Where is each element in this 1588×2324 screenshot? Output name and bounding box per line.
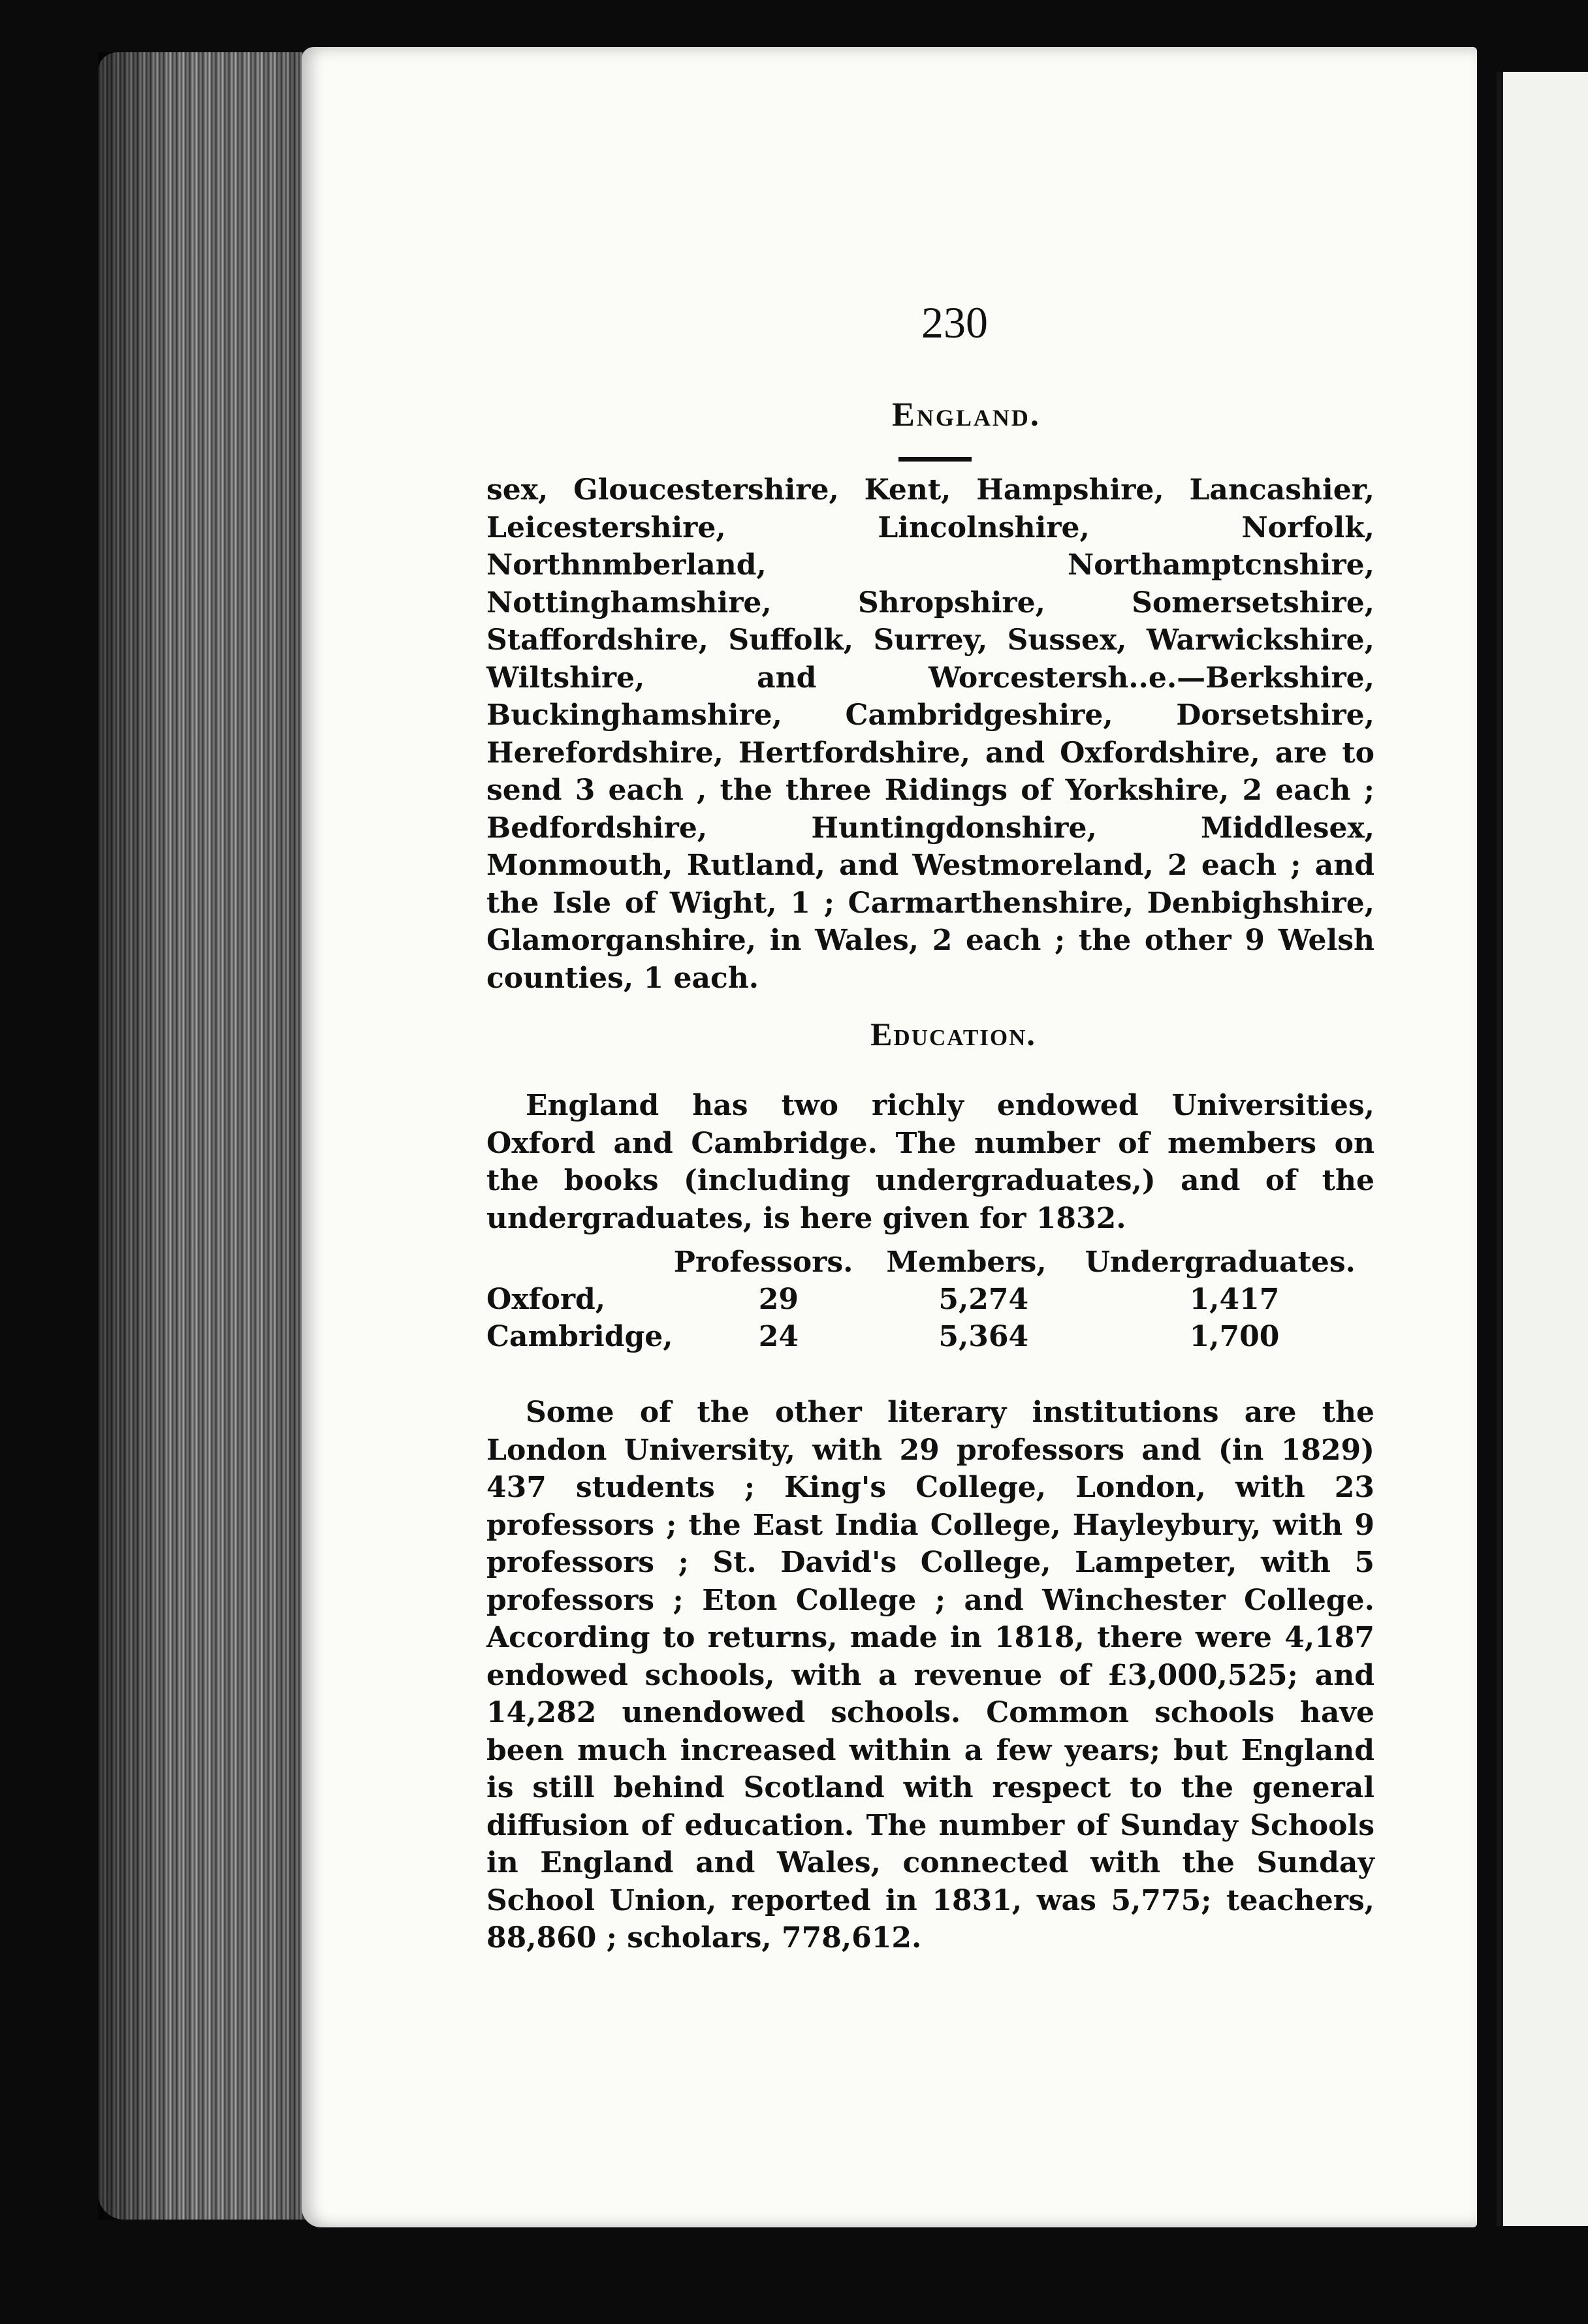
table-cell: 29: [758, 1283, 799, 1316]
page-number: 230: [921, 298, 988, 347]
table-cell: Cambridge,: [486, 1320, 673, 1353]
table-header-cell: Professors.: [673, 1246, 853, 1279]
table-cell: 5,364: [938, 1320, 1029, 1353]
running-head: England.: [892, 396, 1041, 433]
education-intro-paragraph: England has two richly endowed Universities, Oxford and Cambridge. The number of members on the books (including undergraduates,) and of the undergraduates, is here given for 1832.: [486, 1089, 1374, 1235]
table-header-row: [486, 1244, 1374, 1281]
section-heading: Education.: [870, 1016, 1036, 1052]
table-cell: 24: [758, 1320, 799, 1353]
table-row: [486, 1281, 1374, 1318]
table-row: [486, 1318, 1374, 1355]
continued-paragraph: sex, Gloucestershire, Kent, Hampshire, Lancashier, Leicestershire, Lincolnshire, Norfolk, Northnmberland, Northamptcnshire, Nottinghamshire, Shropshire, Somersetshire, Staffordshire, Suffolk, Surrey, Sussex, Warwickshire, Wiltshire, and Worcestersh..e.—Berkshire, Buckinghamshire, Cambridgeshire, Dorsetshire, Herefordshire, Hertfordshire, and Oxfordshire, are to send 3 each , the three Ridings of Yorkshire, 2 each ; Bedfordshire, Huntingdonshire, Middlesex, Monmouth, Rutland, and Westmoreland, 2 each ; and the Isle of Wight, 1 ; Carmarthenshire, Denbighshire, Glamorganshire, in Wales, 2 each ; the other 9 Welsh counties, 1 each.: [486, 473, 1374, 995]
book-page-edges: [98, 52, 313, 2220]
institutions-paragraph: Some of the other literary institutions are the London University, with 29 professors and (in 1829) 437 students ; King's College, London, with 23 professors ; the East India College, Hayleybury, with 9 professors ; St. David's College, Lampeter, with 5 professors ; Eton College ; and Winchester College. According to returns, made in 1818, there were 4,187 endowed schools, with a revenue of £3,000,525; and 14,282 unendowed schools. Common schools have been much increased within a few years; but England is still behind Scotland with respect to the general diffusion of education. The number of Sunday Schools in England and Wales, connected with the Sunday School Union, reported in 1831, was 5,775; teachers, 88,860 ; scholars, 778,612.: [486, 1396, 1374, 1955]
table-cell: 1,700: [1189, 1320, 1280, 1353]
facing-page-edge: [1497, 72, 1588, 2226]
universities-table: [486, 1244, 1374, 1355]
table-cell: 5,274: [938, 1283, 1029, 1316]
table-header-cell: [486, 1244, 674, 1281]
table-header-cell: Undergraduates.: [1085, 1246, 1356, 1279]
table-cell: 1,417: [1189, 1283, 1280, 1316]
table-header-cell: Members,: [886, 1246, 1047, 1279]
heading-rule: [898, 457, 972, 462]
table-cell: Oxford,: [486, 1283, 606, 1316]
